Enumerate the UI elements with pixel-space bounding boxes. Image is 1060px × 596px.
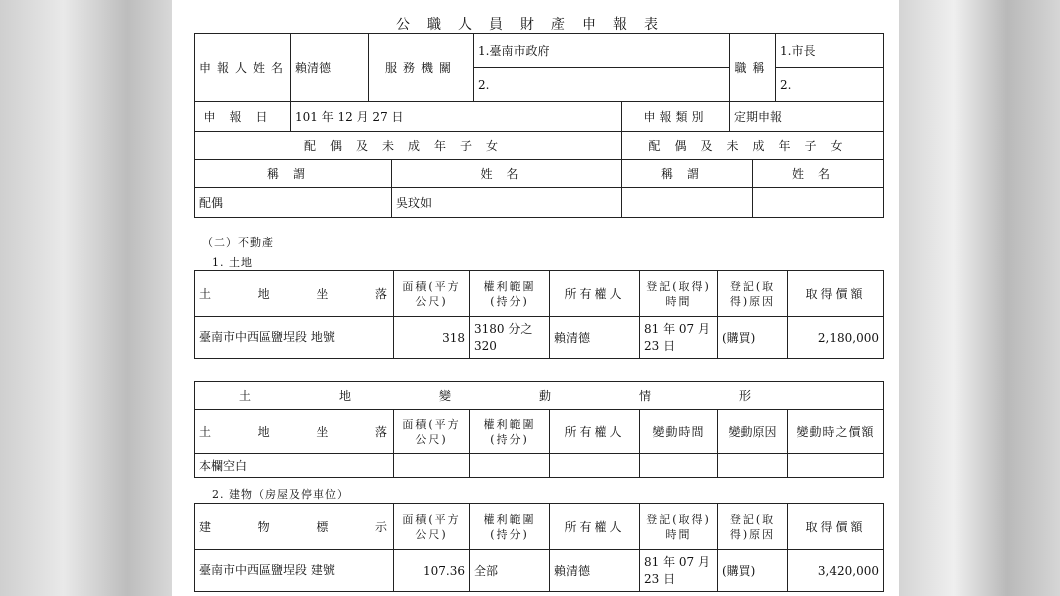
relation-header-left: 稱謂 xyxy=(195,160,392,188)
land-owner: 賴清德 xyxy=(550,317,640,359)
table-row xyxy=(195,454,884,478)
land-table xyxy=(194,270,884,359)
agency-label: 服務機關 xyxy=(369,34,474,102)
building-col-reg-reason: 登記(取得)原因 xyxy=(718,504,788,550)
declaration-type: 定期申報 xyxy=(730,102,884,132)
building-col-area: 面積(平方公尺) xyxy=(394,504,470,550)
land-col-reg-reason: 登記(取得)原因 xyxy=(718,271,788,317)
building-price: 3,420,000 xyxy=(788,550,884,592)
change-empty-rights xyxy=(470,454,550,478)
family-section-right: 配偶及未成年子女 xyxy=(622,132,884,160)
land-change-title: 土地變動情形 xyxy=(195,382,884,410)
declarant-name: 賴清德 xyxy=(291,34,369,102)
land-area: 318 xyxy=(394,317,470,359)
family-section-left: 配偶及未成年子女 xyxy=(195,132,622,160)
table-row xyxy=(195,550,884,592)
position-label: 職稱 xyxy=(730,34,776,102)
family-name: 吳玟如 xyxy=(392,188,622,218)
building-col-owner: 所有權人 xyxy=(550,504,640,550)
agency-2: 2. xyxy=(474,68,730,102)
real-estate-heading: （二）不動產 xyxy=(202,236,274,249)
building-col-price: 取得價額 xyxy=(788,504,884,550)
change-empty-area xyxy=(394,454,470,478)
family-row xyxy=(195,188,884,218)
table-row xyxy=(195,317,884,359)
building-heading: 2. 建物（房屋及停車位） xyxy=(212,488,349,501)
agency-1: 1.臺南市政府 xyxy=(474,34,730,68)
change-col-reason: 變動原因 xyxy=(718,410,788,454)
change-col-location: 土地坐落 xyxy=(195,410,394,454)
change-col-area: 面積(平方公尺) xyxy=(394,410,470,454)
land-rights: 3180 分之 320 xyxy=(470,317,550,359)
land-price: 2,180,000 xyxy=(788,317,884,359)
name-header-left: 姓名 xyxy=(392,160,622,188)
land-col-area: 面積(平方公尺) xyxy=(394,271,470,317)
change-empty-owner xyxy=(550,454,640,478)
land-col-location: 土地坐落 xyxy=(195,271,394,317)
land-reg-time: 81 年 07 月 23 日 xyxy=(640,317,718,359)
land-heading: 1. 土地 xyxy=(212,256,253,269)
building-col-mark: 建物標示 xyxy=(195,504,394,550)
change-col-time: 變動時間 xyxy=(640,410,718,454)
change-col-price: 變動時之價額 xyxy=(788,410,884,454)
land-col-price: 取得價額 xyxy=(788,271,884,317)
land-col-reg-time: 登記(取得)時間 xyxy=(640,271,718,317)
document-page xyxy=(172,0,899,596)
change-blank-note: 本欄空白 xyxy=(195,454,394,478)
building-col-reg-time: 登記(取得)時間 xyxy=(640,504,718,550)
position-2: 2. xyxy=(776,68,884,102)
relation-header-right: 稱謂 xyxy=(622,160,753,188)
land-col-owner: 所有權人 xyxy=(550,271,640,317)
building-reg-time: 81 年 07 月 23 日 xyxy=(640,550,718,592)
building-area: 107.36 xyxy=(394,550,470,592)
building-col-rights: 權利範圍(持分) xyxy=(470,504,550,550)
form-title: 公職人員財產申報表 xyxy=(396,17,675,33)
name-label: 申報人姓名 xyxy=(195,34,291,102)
declarant-table xyxy=(194,33,884,218)
building-rights: 全部 xyxy=(470,550,550,592)
building-reg-reason: (購買) xyxy=(718,550,788,592)
date-label: 申報日 xyxy=(195,102,291,132)
family-relation-empty xyxy=(622,188,753,218)
building-owner: 賴清德 xyxy=(550,550,640,592)
type-label: 申報類別 xyxy=(622,102,730,132)
building-table xyxy=(194,503,884,592)
family-name-empty xyxy=(753,188,884,218)
land-change-table xyxy=(194,381,884,478)
declaration-date: 101 年 12 月 27 日 xyxy=(291,102,622,132)
land-reg-reason: (購買) xyxy=(718,317,788,359)
change-col-rights: 權利範圍(持分) xyxy=(470,410,550,454)
name-header-right: 姓名 xyxy=(753,160,884,188)
building-mark: 臺南市中西區鹽埕段 建號 xyxy=(195,550,394,592)
land-col-rights: 權利範圍(持分) xyxy=(470,271,550,317)
change-empty-price xyxy=(788,454,884,478)
change-col-owner: 所有權人 xyxy=(550,410,640,454)
change-empty-reason xyxy=(718,454,788,478)
family-relation: 配偶 xyxy=(195,188,392,218)
position-1: 1.市長 xyxy=(776,34,884,68)
change-empty-time xyxy=(640,454,718,478)
land-location: 臺南市中西區鹽埕段 地號 xyxy=(195,317,394,359)
